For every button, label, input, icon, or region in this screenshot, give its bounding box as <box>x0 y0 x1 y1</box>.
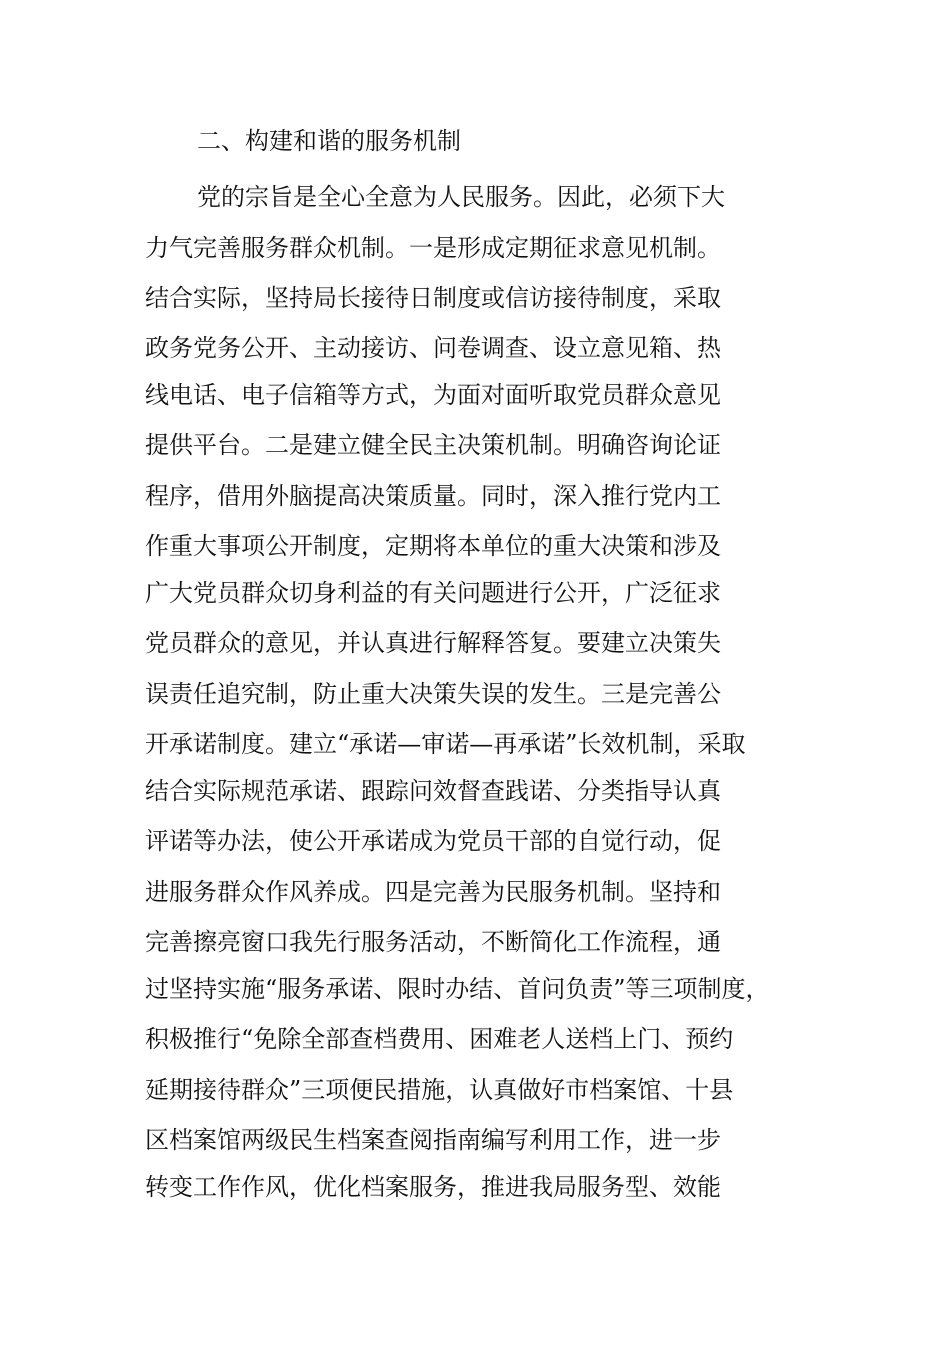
paragraph-line: 转变工作作风，优化档案服务，推进我局服务型、效能 <box>145 1173 721 1201</box>
paragraph-line: 党的宗旨是全心全意为人民服务。因此，必须下大 <box>197 183 725 211</box>
paragraph-line: 作重大事项公开制度，定期将本单位的重大决策和涉及 <box>145 532 721 560</box>
paragraph-line: 积极推行“免除全部查档费用、困难老人送档上门、预约 <box>145 1025 734 1053</box>
paragraph-line: 党员群众的意见，并认真进行解释答复。要建立决策失 <box>145 629 721 657</box>
paragraph-line: 开承诺制度。建立“承诺—审诺—再承诺”长效机制，采取 <box>145 730 746 758</box>
paragraph-line: 误责任追究制，防止重大决策失误的发生。三是完善公 <box>145 680 721 708</box>
paragraph-line: 进服务群众作风养成。四是完善为民服务机制。坚持和 <box>145 878 721 906</box>
paragraph-line: 区档案馆两级民生档案查阅指南编写利用工作，进一步 <box>145 1126 721 1154</box>
paragraph-line: 力气完善服务群众机制。一是形成定期征求意见机制。 <box>145 234 721 262</box>
paragraph-line: 结合实际，坚持局长接待日制度或信访接待制度，采取 <box>145 284 721 312</box>
paragraph-line: 评诺等办法，使公开承诺成为党员干部的自觉行动，促 <box>145 827 721 855</box>
paragraph-line: 线电话、电子信箱等方式，为面对面听取党员群众意见 <box>145 381 721 409</box>
paragraph-line: 广大党员群众切身利益的有关问题进行公开，广泛征求 <box>145 579 721 607</box>
paragraph-line: 政务党务公开、主动接访、问卷调查、设立意见箱、热 <box>145 334 721 362</box>
paragraph-line: 完善擦亮窗口我先行服务活动，不断简化工作流程，通 <box>145 928 721 956</box>
paragraph-line: 过坚持实施“服务承诺、限时办结、首问负责”等三项制度， <box>145 975 770 1003</box>
paragraph-line: 延期接待群众”三项便民措施，认真做好市档案馆、十县 <box>145 1076 734 1104</box>
paragraph-line: 程序，借用外脑提高决策质量。同时，深入推行党内工 <box>145 482 721 510</box>
paragraph-line: 提供平台。二是建立健全民主决策机制。明确咨询论证 <box>145 431 721 459</box>
section-heading: 二、构建和谐的服务机制 <box>197 127 461 155</box>
paragraph-line: 结合实际规范承诺、跟踪问效督查践诺、分类指导认真 <box>145 777 721 805</box>
